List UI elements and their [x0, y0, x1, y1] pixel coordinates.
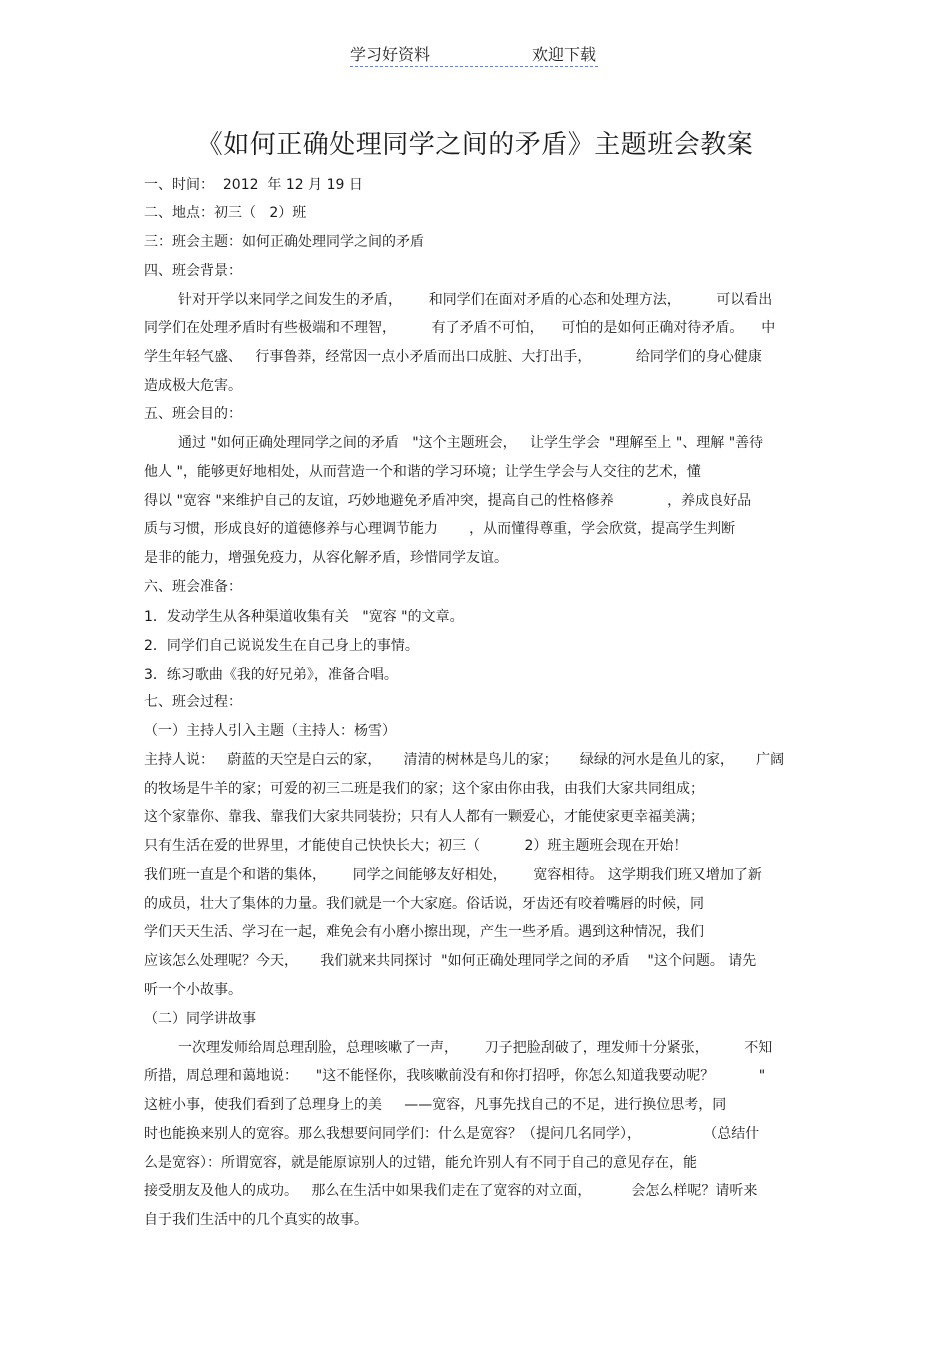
list-item: 1．发动学生从各种渠道收集有关 "宽容 "的文章。: [144, 609, 464, 625]
text-line: 学们天天生活、学习在一起，难免会有小磨小擦出现，产生一些矛盾。遇到这种情况，我们: [144, 924, 704, 940]
text-line: 三：班会主题：如何正确处理同学之间的矛盾: [144, 234, 424, 250]
text-line: 这个家靠你、靠我、靠我们大家共同装扮；只有人人都有一颗爱心，才能使家更幸福美满；: [144, 809, 704, 825]
text-line: 听一个小故事。: [144, 982, 242, 998]
text-line: 一次理发师给周总理刮脸，总理咳嗽了一声， 刀子把脸刮破了，理发师十分紧张， 不知: [178, 1040, 773, 1056]
subsection-heading: （一）主持人引入主题（主持人：杨雪）: [144, 723, 396, 739]
text-line: 我们班一直是个和谐的集体， 同学之间能够友好相处， 宽容相待。 这学期我们班又增加了新: [144, 867, 762, 883]
section-heading: 五、班会目的：: [144, 406, 242, 422]
text-line: 只有生活在爱的世界里，才能使自己快快长大；初三（ 2）班主题班会现在开始！: [144, 838, 688, 854]
text-line: 学生年轻气盛、 行事鲁莽，经常因一点小矛盾而出口成脏、大打出手， 给同学们的身心健康: [144, 349, 762, 365]
text-line: 他人 "，能够更好地相处，从而营造一个和谐的学习环境；让学生学会与人交往的艺术，懂: [144, 464, 701, 480]
text-line: 时也能换来别人的宽容。那么我想要问同学们：什么是宽容？（提问几名同学）， （总结什: [144, 1126, 760, 1142]
text-line: 通过 "如何正确处理同学之间的矛盾 "这个主题班会， 让学生学会 "理解至上 "、理解 "善待: [178, 435, 764, 451]
text-line: 的成员，壮大了集体的力量。我们就是一个大家庭。俗话说，牙齿还有咬着嘴唇的时候，同: [144, 896, 704, 912]
header-right-text: 欢迎下载: [531, 45, 596, 64]
section-heading: 七、班会过程：: [144, 694, 242, 710]
header-left-text: 学习好资料: [350, 45, 431, 64]
list-item: 3．练习歌曲《我的好兄弟》，准备合唱。: [144, 667, 398, 683]
text-line: 质与习惯，形成良好的道德修养与心理调节能力 ，从而懂得尊重，学会欣赏，提高学生判断: [144, 521, 736, 537]
text-line: 二、地点：初三（ 2）班: [144, 205, 307, 221]
text-line: 一、时间： 2012 年 12 月 19 日: [144, 177, 363, 193]
text-line: 造成极大危害。: [144, 378, 242, 394]
text-line: 同学们在处理矛盾时有些极端和不理智， 有了矛盾不可怕， 可怕的是如何正确对待矛盾。 中: [144, 320, 776, 336]
text-line: 主持人说： 蔚蓝的天空是白云的家， 清清的树林是鸟儿的家； 绿绿的河水是鱼儿的家， 广阔: [144, 752, 785, 768]
text-line: 得以 "宽容 "来维护自己的友谊，巧妙地避免矛盾冲突，提高自己的性格修养 ，养成良好品: [144, 493, 752, 509]
document-title: 《如何正确处理同学之间的矛盾》主题班会教案: [196, 130, 754, 160]
text-line: 所措，周总理和蔼地说： "这不能怪你，我咳嗽前没有和你打招呼，你怎么知道我要动呢？ ": [144, 1068, 766, 1084]
text-line: 应该怎么处理呢？今天， 我们就来共同探讨 "如何正确处理同学之间的矛盾 "这个问题。 请先: [144, 953, 757, 969]
text-line: 么是宽容）：所谓宽容，就是能原谅别人的过错，能允许别人有不同于自己的意见存在，能: [144, 1155, 697, 1171]
section-heading: 六、班会准备：: [144, 579, 242, 595]
section-heading: 四、班会背景：: [144, 263, 242, 279]
list-item: 2．同学们自己说说发生在自己身上的事情。: [144, 638, 419, 654]
text-line: 接受朋友及他人的成功。 那么在生活中如果我们走在了宽容的对立面， 会怎么样呢？请听来: [144, 1183, 758, 1199]
subsection-heading: （二）同学讲故事: [144, 1011, 256, 1027]
text-line: 针对开学以来同学之间发生的矛盾， 和同学们在面对矛盾的心态和处理方法， 可以看出: [178, 292, 773, 308]
text-line: 的牧场是牛羊的家；可爱的初三二班是我们的家；这个家由你由我，由我们大家共同组成；: [144, 781, 704, 797]
text-line: 自于我们生活中的几个真实的故事。: [144, 1212, 368, 1228]
text-line: 这桩小事，使我们看到了总理身上的美 ——宽容，凡事先找自己的不足，进行换位思考，同: [144, 1097, 727, 1113]
page-header: [350, 42, 598, 67]
text-line: 是非的能力，增强免疫力，从容化解矛盾，珍惜同学友谊。: [144, 550, 508, 566]
